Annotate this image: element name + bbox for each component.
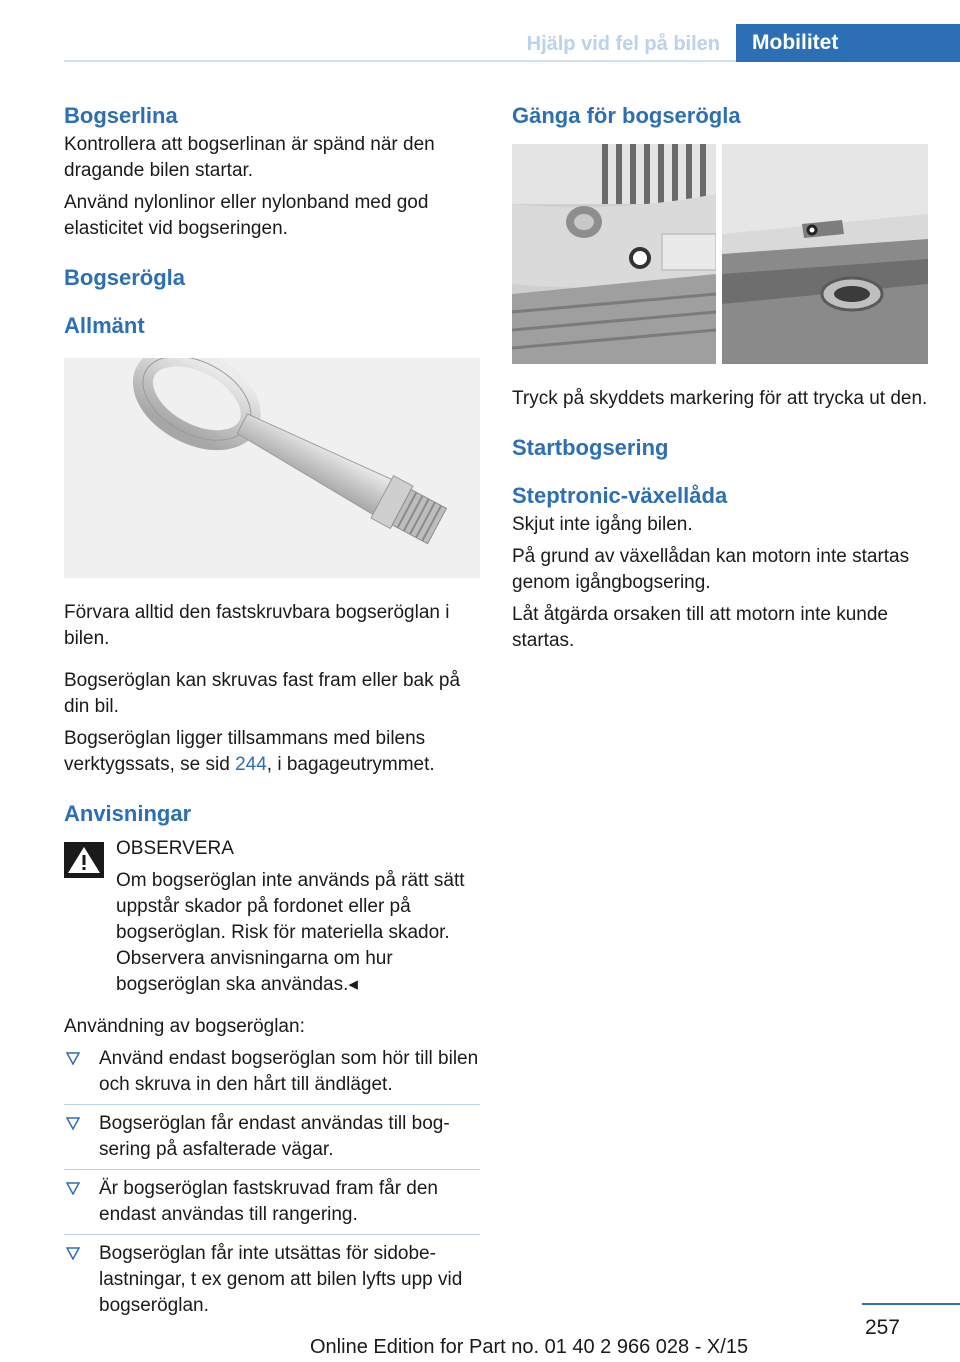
paragraph: Förvara alltid den fastskruvbara bogseröglan i bilen.: [64, 602, 450, 649]
paragraph-with-page-ref: Bogseröglan ligger tillsammans med bilens verktygssats, se sid 244, i bagageutrymmet.: [64, 728, 435, 775]
header-section-title: Hjälp vid fel på bilen: [526, 32, 720, 55]
triangle-bullet-icon: [66, 1052, 80, 1065]
list-item: Bogseröglan får inte utsättas för sidobelastningar, t ex genom att bilen lyfts upp vid bogseröglan.: [64, 1241, 480, 1319]
paragraph: Kontrollera att bogserlinan är spänd när den dragande bilen startar.: [64, 134, 435, 181]
heading-allmant: Allmänt: [64, 313, 145, 338]
warning-text: Om bogseröglan inte används på rätt sätt uppstår skador på fordonet eller på bogseröglan. Risk för materiella skador. Observera anvisningarna om hur bogseröglan ska användas.◂: [116, 870, 465, 995]
list-divider: [64, 1234, 480, 1235]
right-column: [512, 100, 928, 654]
triangle-bullet-icon: [66, 1182, 80, 1195]
usage-intro: Användning av bogseröglan:: [64, 1016, 305, 1037]
bumper-photo: [512, 144, 928, 364]
list-divider: [64, 1104, 480, 1105]
paragraph: Låt åtgärda orsaken till att motorn inte kunde startas.: [512, 604, 889, 651]
paragraph: Tryck på skyddets markering för att trycka ut den.: [512, 388, 928, 409]
heading-bogserlina: Bogserlina: [64, 103, 178, 128]
list-item: Använd endast bogseröglan som hör till bilen och skruva in den hårt till ändläget.: [64, 1046, 480, 1098]
triangle-bullet-icon: [66, 1247, 80, 1260]
tow-hook-drawing: [64, 358, 480, 578]
left-column: [64, 100, 480, 1325]
list-divider: [64, 1169, 480, 1170]
edition-note: Online Edition for Part no. 01 40 2 966 028 - X/15: [310, 1336, 749, 1358]
warning-title: OBSERVERA: [116, 838, 234, 859]
list-item: Bogseröglan får endast användas till bogsering på asfalterade vägar.: [64, 1111, 480, 1163]
usage-bullet-list: [64, 1046, 480, 1319]
heading-anvisningar: Anvisningar: [64, 801, 192, 826]
paragraph: Skjut inte igång bilen.: [512, 514, 693, 535]
header-chapter-tab: Mobilitet: [736, 24, 960, 62]
warning-block: [64, 836, 480, 998]
bumper-photo-drawing: [512, 144, 928, 364]
paragraph: På grund av växellådan kan motorn inte startas genom igångbogsering.: [512, 546, 910, 593]
heading-ganga-for-bogserogla: Gänga för bogserögla: [512, 103, 741, 128]
heading-steptronic: Steptronic-växellåda: [512, 483, 728, 508]
tow-hook-illustration: [64, 358, 480, 578]
page-reference-link[interactable]: 244: [235, 754, 267, 775]
warning-triangle-icon: [64, 842, 104, 878]
heading-startbogsering: Startbogsering: [512, 435, 669, 460]
triangle-bullet-icon: [66, 1117, 80, 1130]
page-number: 257: [864, 1316, 900, 1339]
footer-rule: [862, 1303, 960, 1305]
list-item: Är bogseröglan fastskruvad fram får den endast användas till rangering.: [64, 1176, 480, 1228]
paragraph: Använd nylonlinor eller nylonband med god elasticitet vid bogseringen.: [64, 192, 429, 239]
heading-bogserogla: Bogserögla: [64, 265, 186, 290]
paragraph: Bogseröglan kan skruvas fast fram eller bak på din bil.: [64, 670, 461, 717]
